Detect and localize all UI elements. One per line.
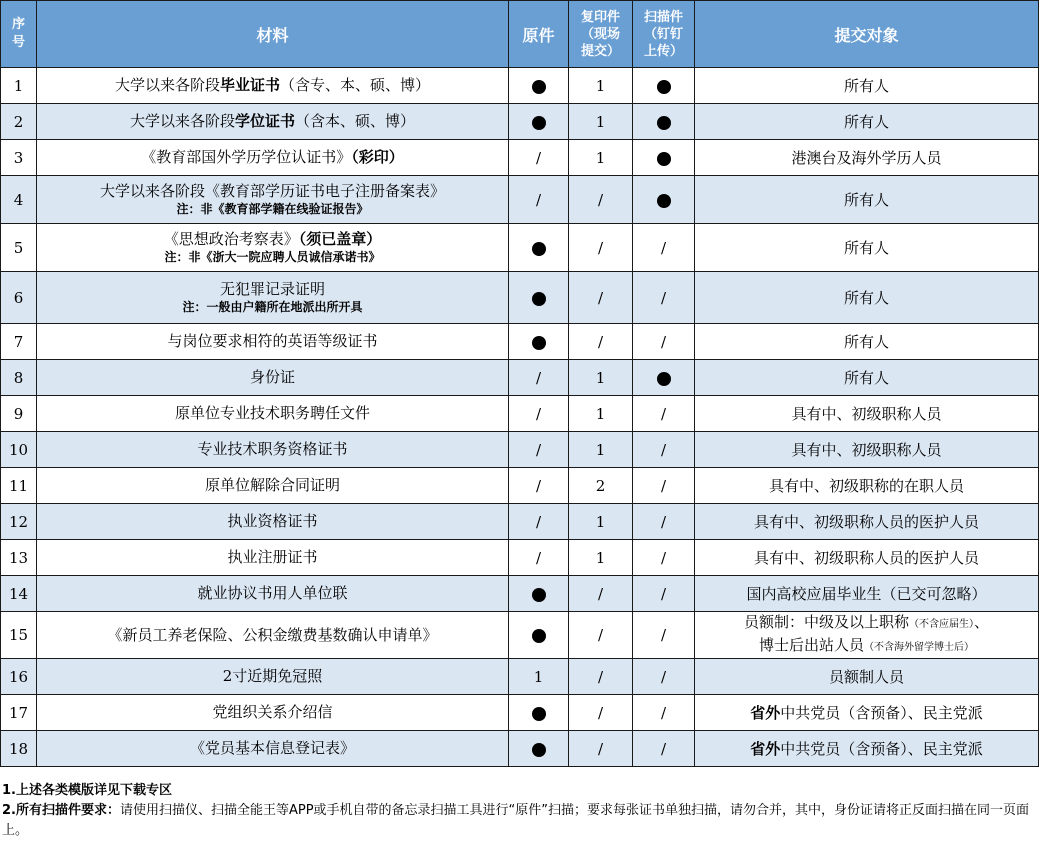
scan-cell: / <box>633 324 695 360</box>
audience-line1-end: 、 <box>974 613 990 631</box>
table-row <box>1 576 1039 612</box>
audience-cell: 所有人 <box>695 272 1039 324</box>
header-audience: 提交对象 <box>695 1 1039 68</box>
row-number: 6 <box>1 272 37 324</box>
material-cell <box>37 360 509 396</box>
header-material: 材料 <box>37 1 509 68</box>
audience-cell: 所有人 <box>695 324 1039 360</box>
audience-line1-small: （不含应届生） <box>909 619 974 630</box>
table-row <box>1 360 1039 396</box>
material-text: 《党员基本信息登记表》 <box>189 739 355 757</box>
header-copy-line3: 提交） <box>580 43 620 59</box>
material-suffix: （含本、硕、博） <box>295 112 416 130</box>
material-cell <box>37 324 509 360</box>
material-cell <box>37 104 509 140</box>
required-dot-icon <box>532 707 546 721</box>
audience-line2-main: 博士后出站人员 <box>758 636 864 654</box>
original-cell <box>509 612 569 659</box>
scan-cell: / <box>633 224 695 272</box>
row-number: 16 <box>1 659 37 695</box>
audience-cell <box>695 612 1039 659</box>
original-cell: / <box>509 396 569 432</box>
original-cell <box>509 224 569 272</box>
copy-cell: 1 <box>569 504 633 540</box>
row-number: 18 <box>1 731 37 767</box>
material-name <box>37 280 508 299</box>
audience-cell <box>695 695 1039 731</box>
material-text: 《思想政治考察表》 <box>163 230 299 248</box>
note-1: 1.上述各类模版详见下载专区 <box>2 783 172 798</box>
row-number: 13 <box>1 540 37 576</box>
table-body <box>1 68 1039 767</box>
header-scan-line1: 扫描件 <box>643 9 683 25</box>
material-text: 就业协议书用人单位联 <box>197 584 348 602</box>
material-emphasis: 毕业证书 <box>219 76 280 94</box>
audience-cell: 所有人 <box>695 104 1039 140</box>
material-name <box>37 476 508 495</box>
table-row <box>1 68 1039 104</box>
material-cell <box>37 224 509 272</box>
audience-line1-main: 员额制：中级及以上职称 <box>743 613 909 631</box>
material-text: 执业资格证书 <box>227 512 318 530</box>
material-cell <box>37 695 509 731</box>
material-name <box>37 230 508 249</box>
required-dot-icon <box>532 116 546 130</box>
table-row <box>1 659 1039 695</box>
row-number: 8 <box>1 360 37 396</box>
scan-cell: / <box>633 396 695 432</box>
material-name <box>37 148 508 167</box>
scan-cell: / <box>633 659 695 695</box>
copy-cell: / <box>569 224 633 272</box>
copy-cell: / <box>569 576 633 612</box>
material-text: 党组织关系介绍信 <box>212 703 333 721</box>
material-cell <box>37 396 509 432</box>
material-cell <box>37 68 509 104</box>
audience-cell: 港澳台及海外学历人员 <box>695 140 1039 176</box>
material-cell <box>37 731 509 767</box>
scan-cell <box>633 140 695 176</box>
material-name <box>37 404 508 423</box>
row-number: 10 <box>1 432 37 468</box>
table-row <box>1 272 1039 324</box>
original-cell: / <box>509 176 569 224</box>
audience-cell: 所有人 <box>695 224 1039 272</box>
material-name <box>37 667 508 686</box>
required-dot-icon <box>657 116 671 130</box>
material-suffix: （含专、本、硕、博） <box>280 76 431 94</box>
material-emphasis: （彩印） <box>351 148 404 166</box>
header-scan-line2: （钉钉 <box>643 26 683 42</box>
note-2-text: 请使用扫描仪、扫描全能王等APP或手机自带的备忘录扫描工具进行“原件”扫描；要求每张证书单独扫描，请勿合并，其中，身份证请将正反面扫描在同一页面上。 <box>2 803 1030 838</box>
required-dot-icon <box>532 292 546 306</box>
original-cell <box>509 104 569 140</box>
row-number: 4 <box>1 176 37 224</box>
original-cell: / <box>509 360 569 396</box>
audience-line2 <box>695 635 1038 658</box>
audience-cell: 所有人 <box>695 68 1039 104</box>
material-cell <box>37 272 509 324</box>
note-2-label: 2.所有扫描件要求： <box>2 803 120 818</box>
material-cell <box>37 504 509 540</box>
original-cell: / <box>509 540 569 576</box>
footnotes <box>2 781 1036 841</box>
audience-cell <box>695 731 1039 767</box>
material-cell <box>37 612 509 659</box>
header-seq: 序号 <box>1 1 37 68</box>
scan-cell: / <box>633 731 695 767</box>
material-cell <box>37 140 509 176</box>
copy-cell: / <box>569 659 633 695</box>
material-name <box>37 368 508 387</box>
original-cell <box>509 272 569 324</box>
table-row <box>1 176 1039 224</box>
table-row <box>1 224 1039 272</box>
material-text: 原单位解除合同证明 <box>204 476 340 494</box>
material-name <box>37 112 508 131</box>
scan-cell: / <box>633 272 695 324</box>
audience-cell: 具有中、初级职称人员 <box>695 396 1039 432</box>
audience-cell: 员额制人员 <box>695 659 1039 695</box>
header-copy-line1: 复印件 <box>580 9 620 25</box>
material-cell <box>37 432 509 468</box>
row-number: 17 <box>1 695 37 731</box>
original-cell: 1 <box>509 659 569 695</box>
required-dot-icon <box>532 336 546 350</box>
original-cell <box>509 695 569 731</box>
material-name <box>37 703 508 722</box>
table-row <box>1 504 1039 540</box>
scan-cell: / <box>633 612 695 659</box>
audience-emphasis: 省外 <box>750 704 781 722</box>
required-dot-icon <box>532 588 546 602</box>
audience-cell: 所有人 <box>695 360 1039 396</box>
material-name <box>37 584 508 603</box>
header-row <box>1 1 1039 68</box>
material-name <box>37 76 508 95</box>
material-note: 注：非《浙大一院应聘人员诚信承诺书》 <box>164 250 381 264</box>
material-text: 《教育部国外学历学位认证书》 <box>141 148 352 166</box>
header-scan-line3: 上传） <box>643 43 683 59</box>
material-name <box>37 332 508 351</box>
row-number: 5 <box>1 224 37 272</box>
required-dot-icon <box>657 372 671 386</box>
required-dot-icon <box>657 80 671 94</box>
material-name <box>37 512 508 531</box>
material-name <box>37 440 508 459</box>
audience-cell: 具有中、初级职称的在职人员 <box>695 468 1039 504</box>
copy-cell: / <box>569 695 633 731</box>
scan-cell: / <box>633 468 695 504</box>
material-cell <box>37 176 509 224</box>
table-row <box>1 104 1039 140</box>
row-number: 15 <box>1 612 37 659</box>
material-cell <box>37 576 509 612</box>
original-cell: / <box>509 432 569 468</box>
header-copy-line2: （现场 <box>580 26 620 42</box>
material-name <box>37 182 508 201</box>
original-cell: / <box>509 140 569 176</box>
audience-cell: 国内高校应届毕业生（已交可忽略） <box>695 576 1039 612</box>
material-cell <box>37 540 509 576</box>
audience-cell: 所有人 <box>695 176 1039 224</box>
row-number: 2 <box>1 104 37 140</box>
required-dot-icon <box>532 629 546 643</box>
copy-cell: 1 <box>569 432 633 468</box>
material-note: 注：非《教育部学籍在线验证报告》 <box>176 202 369 216</box>
material-note: 注：一般由户籍所在地派出所开具 <box>182 300 363 314</box>
material-name <box>37 626 508 645</box>
material-emphasis: 学位证书 <box>234 112 295 130</box>
scan-cell <box>633 104 695 140</box>
table-row <box>1 612 1039 659</box>
original-cell <box>509 576 569 612</box>
table-row <box>1 731 1039 767</box>
material-text: 身份证 <box>249 368 295 386</box>
material-cell <box>37 468 509 504</box>
material-text: 大学以来各阶段 <box>114 76 220 94</box>
row-number: 3 <box>1 140 37 176</box>
row-number: 1 <box>1 68 37 104</box>
scan-cell <box>633 360 695 396</box>
scan-cell: / <box>633 576 695 612</box>
header-scan <box>633 1 695 68</box>
table-row <box>1 324 1039 360</box>
material-text: 专业技术职务资格证书 <box>197 440 348 458</box>
material-name <box>37 739 508 758</box>
material-text: 大学以来各阶段《教育部学历证书电子注册备案表》 <box>99 182 445 200</box>
scan-cell <box>633 68 695 104</box>
copy-cell: / <box>569 612 633 659</box>
copy-cell: 1 <box>569 396 633 432</box>
note-2 <box>2 801 1036 841</box>
copy-cell: / <box>569 731 633 767</box>
copy-cell: 1 <box>569 360 633 396</box>
copy-cell: 1 <box>569 540 633 576</box>
copy-cell: / <box>569 176 633 224</box>
audience-cell: 具有中、初级职称人员 <box>695 432 1039 468</box>
table-row <box>1 468 1039 504</box>
copy-cell: / <box>569 272 633 324</box>
material-text: 与岗位要求相符的英语等级证书 <box>167 332 378 350</box>
material-name <box>37 548 508 567</box>
header-copy <box>569 1 633 68</box>
audience-emphasis: 省外 <box>750 740 781 758</box>
material-text: 原单位专业技术职务聘任文件 <box>174 404 370 422</box>
audience-line1 <box>695 612 1038 635</box>
scan-cell: / <box>633 540 695 576</box>
header-original: 原件 <box>509 1 569 68</box>
material-text: 《新员工养老保险、公积金缴费基数确认申请单》 <box>107 625 438 644</box>
audience-line2-small: （不含海外留学博士后） <box>864 642 974 653</box>
material-text: 执业注册证书 <box>227 548 318 566</box>
copy-cell: 1 <box>569 140 633 176</box>
copy-cell: 2 <box>569 468 633 504</box>
audience-cell: 具有中、初级职称人员的医护人员 <box>695 504 1039 540</box>
original-cell: / <box>509 504 569 540</box>
row-number: 11 <box>1 468 37 504</box>
original-cell <box>509 68 569 104</box>
table-row <box>1 140 1039 176</box>
row-number: 9 <box>1 396 37 432</box>
required-dot-icon <box>532 80 546 94</box>
original-cell <box>509 324 569 360</box>
copy-cell: 1 <box>569 104 633 140</box>
material-cell <box>37 659 509 695</box>
scan-cell: / <box>633 695 695 731</box>
material-text: 2寸近期免冠照 <box>222 667 323 685</box>
row-number: 7 <box>1 324 37 360</box>
original-cell <box>509 731 569 767</box>
scan-cell <box>633 176 695 224</box>
audience-text: 中共党员（含预备）、民主党派 <box>780 704 983 722</box>
copy-cell: / <box>569 324 633 360</box>
table-row <box>1 396 1039 432</box>
required-dot-icon <box>532 743 546 757</box>
required-dot-icon <box>657 194 671 208</box>
table-row <box>1 432 1039 468</box>
material-emphasis: （须已盖章） <box>298 230 382 248</box>
audience-text: 中共党员（含预备）、民主党派 <box>780 740 983 758</box>
scan-cell: / <box>633 432 695 468</box>
copy-cell: 1 <box>569 68 633 104</box>
audience-cell: 具有中、初级职称人员的医护人员 <box>695 540 1039 576</box>
row-number: 14 <box>1 576 37 612</box>
original-cell: / <box>509 468 569 504</box>
required-dot-icon <box>657 152 671 166</box>
material-text: 大学以来各阶段 <box>129 112 235 130</box>
required-dot-icon <box>532 242 546 256</box>
table-row <box>1 695 1039 731</box>
table-row <box>1 540 1039 576</box>
row-number: 12 <box>1 504 37 540</box>
scan-cell: / <box>633 504 695 540</box>
material-text: 无犯罪记录证明 <box>219 280 325 298</box>
